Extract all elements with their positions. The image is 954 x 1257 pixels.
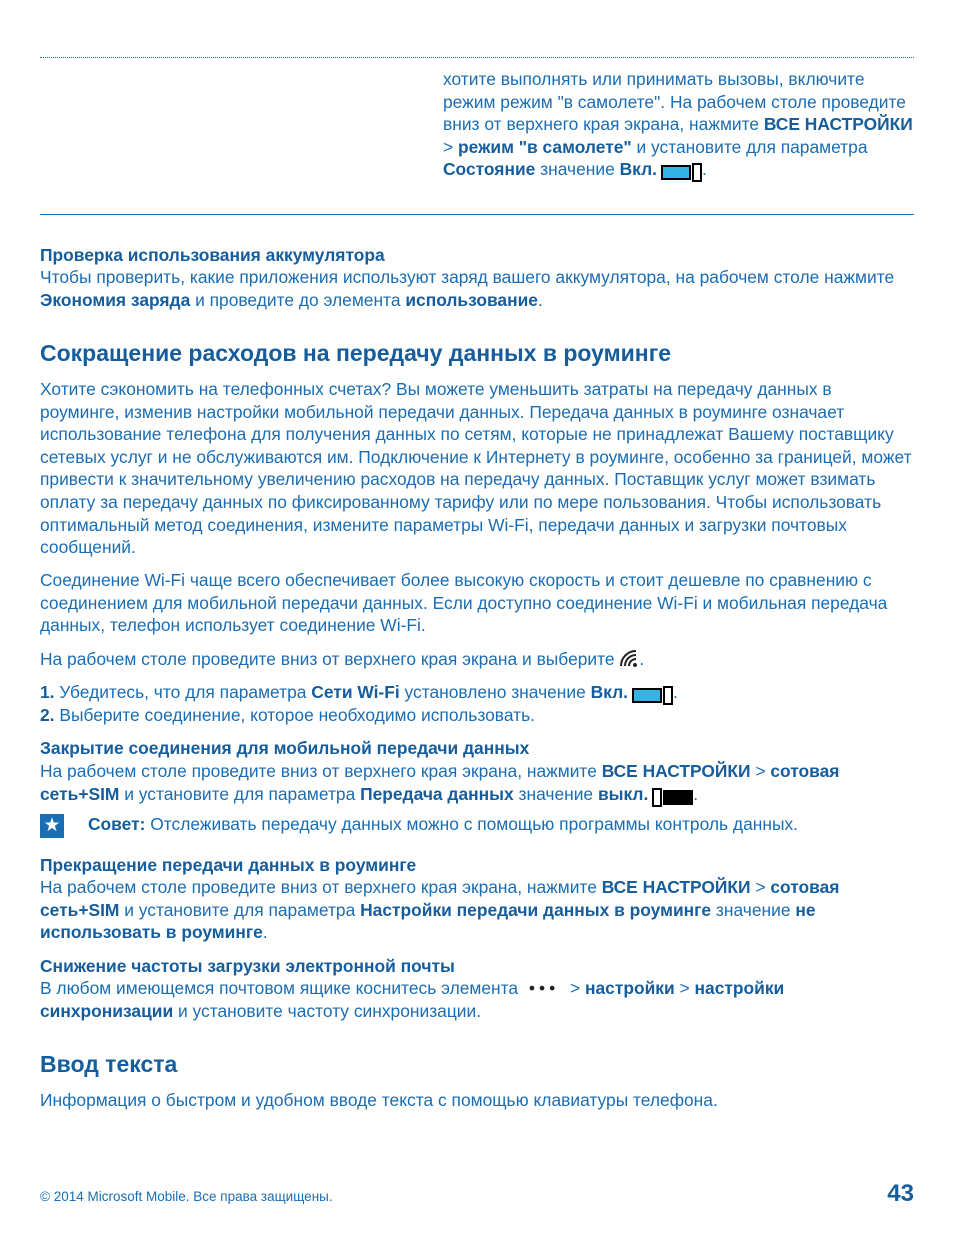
text-run: значение bbox=[513, 783, 598, 804]
text-run: значение bbox=[535, 159, 620, 180]
wifi-paragraph bbox=[40, 569, 915, 637]
text-run: Соединение Wi-Fi чаще всего обеспечивает более высокую скорость и стоит дешевле по сравнению с соединением для мобильной передачи данных. Если доступно соединение Wi-Fi и мобильная передача данных, телефон использует соединение Wi-Fi. bbox=[40, 570, 888, 636]
text-run: На рабочем столе проведите вниз от верхнего края экрана и выберите bbox=[40, 649, 620, 669]
text-run: . bbox=[262, 922, 268, 943]
bold-term: Сети Wi-Fi bbox=[311, 682, 400, 702]
toggle-off-icon bbox=[652, 785, 693, 808]
bold-term: настройки bbox=[585, 978, 675, 998]
text-run: На рабочем столе проведите вниз от верхнего края экрана, нажмите bbox=[40, 877, 602, 897]
bold-term: 1. bbox=[40, 682, 55, 702]
bold-term: настройки синхронизации bbox=[40, 978, 785, 1021]
text-run: Отслеживать передачу данных можно с помощью программы контроль данных. bbox=[145, 814, 798, 834]
wifi-icon bbox=[619, 649, 639, 669]
dotted-divider bbox=[40, 57, 914, 58]
text-run: На рабочем столе проведите вниз от верхнего края экрана, нажмите bbox=[40, 761, 602, 781]
email-heading: Снижение частоты загрузки электронной почты bbox=[40, 956, 455, 976]
text-run: . bbox=[537, 289, 543, 310]
close-conn-text bbox=[40, 760, 915, 807]
text-input-title: Ввод текста bbox=[40, 1051, 178, 1077]
text-run: > bbox=[565, 978, 585, 998]
tip-text bbox=[88, 813, 918, 836]
bold-term: не использовать в роуминге bbox=[40, 899, 816, 943]
toggle-on-icon bbox=[661, 160, 702, 183]
bold-term: Вкл. bbox=[619, 159, 657, 180]
battery-heading: Проверка использования аккумулятора bbox=[40, 245, 385, 265]
text-run: установлено значение bbox=[399, 682, 591, 702]
step-2 bbox=[40, 704, 920, 727]
text-run: и установите для параметра bbox=[631, 136, 868, 157]
text-run: > bbox=[750, 761, 771, 781]
more-icon: ••• bbox=[528, 978, 560, 998]
text-run: Чтобы проверить, какие приложения используют заряд вашего аккумулятора, на рабочем столе нажмите bbox=[40, 267, 895, 287]
star-tip-icon: ★ bbox=[40, 814, 64, 838]
page-number: 43 bbox=[887, 1180, 914, 1207]
bold-term: Экономия заряда bbox=[40, 289, 191, 310]
text-run: . bbox=[639, 649, 645, 669]
text-run: . bbox=[701, 159, 707, 180]
step-1 bbox=[40, 681, 920, 706]
bold-term: сотовая сеть+SIM bbox=[40, 877, 840, 920]
bold-term: Вкл. bbox=[590, 682, 628, 702]
text-run: > bbox=[674, 978, 695, 998]
bold-term: выкл. bbox=[597, 783, 649, 804]
bold-term: ВСЕ НАСТРОЙКИ bbox=[763, 114, 913, 135]
text-run: значение bbox=[711, 899, 796, 920]
roaming-intro bbox=[40, 378, 915, 559]
close-conn-heading: Закрытие соединения для мобильной передачи данных bbox=[40, 738, 530, 758]
roaming-title: Сокращение расходов на передачу данных в роуминге bbox=[40, 340, 672, 366]
bold-term: ВСЕ НАСТРОЙКИ bbox=[601, 877, 751, 897]
bold-term: Совет: bbox=[88, 814, 146, 834]
text-run: и установите частоту синхронизации. bbox=[173, 1000, 482, 1021]
text-run: и установите для параметра bbox=[119, 783, 361, 804]
wifi-instruction bbox=[40, 648, 920, 671]
text-run: . bbox=[672, 682, 678, 702]
stop-roaming-heading: Прекращение передачи данных в роуминге bbox=[40, 855, 417, 875]
bold-term: использование bbox=[405, 289, 538, 310]
text-run: и проведите до элемента bbox=[190, 289, 406, 310]
airplane-mode-note bbox=[443, 68, 913, 183]
text-run: хотите выполнять или принимать вызовы, включите режим режим "в самолете". На рабочем столе проведите вниз от верхнего края экрана, нажмите bbox=[443, 69, 906, 135]
text-run: Выберите соединение, которое необходимо использовать. bbox=[54, 705, 535, 725]
text-run: . bbox=[693, 783, 699, 804]
bold-term: Передача данных bbox=[360, 783, 514, 804]
bold-term: ВСЕ НАСТРОЙКИ bbox=[601, 761, 751, 781]
toggle-on-icon bbox=[632, 683, 673, 706]
bold-term: 2. bbox=[40, 705, 55, 725]
copyright: © 2014 Microsoft Mobile. Все права защищены. bbox=[40, 1189, 333, 1204]
text-run: Хотите сэкономить на телефонных счетах? Вы можете уменьшить затраты на передачу данных в роуминге, изменив настройки мобильной передачи данных. Передача данных в роуминге означает использование телефона для получения данных по сетям, которые не принадлежат Вашему поставщику сетевых услуг и не обслуживаются им. Подключение к Интернету в роуминге, особенно за границей, может привести к значительному увеличению расходов на передачу данных. Поставщик услуг может взимать оплату за передачу данных по фиксированному тарифу или по мере пользования. Чтобы использовать оптимальный метод соединения, измените параметры Wi-Fi, передачи данных и загрузки почтовых сообщений. bbox=[40, 379, 912, 558]
email-text bbox=[40, 977, 880, 1022]
text-run: Убедитесь, что для параметра bbox=[54, 682, 312, 702]
stop-roaming-text bbox=[40, 876, 915, 944]
section-divider bbox=[40, 214, 914, 215]
text-run: > bbox=[750, 877, 771, 897]
bold-term: режим "в самолете" bbox=[458, 136, 632, 157]
text-run: В любом имеющемся почтовом ящике коснитесь элемента bbox=[40, 978, 523, 998]
text-run: и установите для параметра bbox=[119, 899, 361, 920]
battery-text bbox=[40, 266, 920, 311]
text-input-text: Информация о быстром и удобном вводе текста с помощью клавиатуры телефона. bbox=[40, 1090, 718, 1110]
bold-term: сотовая сеть+SIM bbox=[40, 761, 840, 804]
bold-term: Состояние bbox=[443, 159, 536, 180]
text-run: > bbox=[443, 136, 458, 157]
bold-term: Настройки передачи данных в роуминге bbox=[360, 899, 712, 920]
